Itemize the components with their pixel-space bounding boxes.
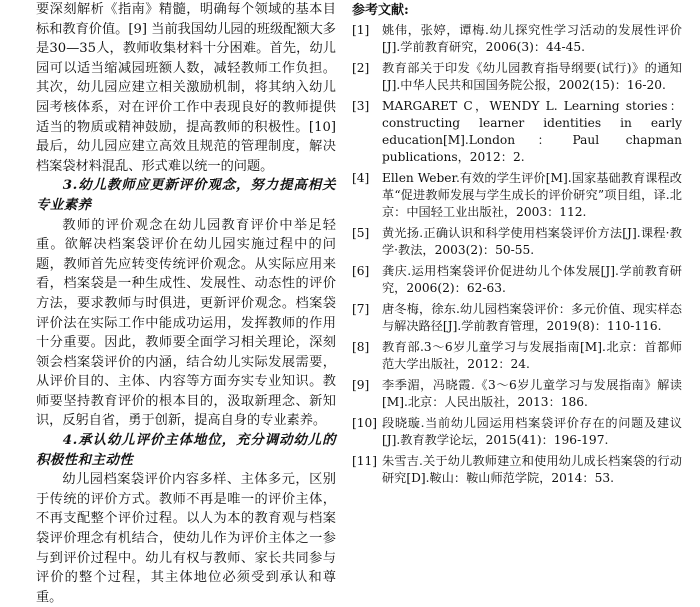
reference-text: 姚伟，张婷，谭梅.幼儿探究性学习活动的发展性评价[J].学前教育研究，2006(3)：44-45.	[382, 23, 682, 54]
reference-item	[352, 377, 682, 411]
reference-text: 龚庆.运用档案袋评价促进幼儿个体发展[J].学前教育研究，2006(2)：62-63.	[382, 264, 682, 295]
reference-item	[352, 301, 682, 335]
reference-text: 李季湄，冯晓霞.《3～6岁儿童学习与发展指南》解读[M].北京：人民出版社，2013：186.	[382, 378, 682, 409]
reference-number: [5]	[352, 226, 370, 240]
reference-text: 教育部关于印发《幼儿园教育指导纲要(试行)》的通知[J].中华人民共和国国务院公报，2002(15)：16-20.	[382, 61, 682, 92]
reference-number: [2]	[352, 61, 370, 75]
section-heading: 3.幼儿教师应更新评价观念，努力提高相关专业素养	[36, 177, 336, 213]
reference-item	[352, 339, 682, 373]
reference-number: [3]	[352, 99, 370, 113]
references-heading: 参考文献:	[352, 3, 409, 18]
references-column	[352, 2, 682, 491]
reference-item	[352, 22, 682, 56]
reference-text: MARGARET C，WENDY L. Learning stories：constructing learner identities in early education[M].London：Paul chapman publications，2012：2.	[382, 99, 682, 164]
reference-item	[352, 453, 682, 487]
reference-text: 段晓璇.当前幼儿园运用档案袋评价存在的问题及建议[J].教育教学论坛，2015(41)：196-197.	[382, 416, 682, 447]
paragraph: 要深刻解析《指南》精髓，明确每个领域的基本目标和教育价值。[9] 当前我国幼儿园的班级配额大多是30—35人，教师收集材料十分困难。首先，幼儿园可以适当缩减园班额人数，减轻教师工作负担。其次，幼儿园应建立相关激励机制，将其纳入幼儿园考核体系，对在评价工作中表现良好的教师提供适当的物质或精神鼓励，提高教师的积极性。[10] 最后，幼儿园应建立高效且规范的管理制度，解决档案袋材料混乱、形式难以统一的问题。	[36, 2, 336, 174]
reference-text: 唐冬梅，徐东.幼儿园档案袋评价：多元价值、现实样态与解决路径[J].学前教育管理，2019(8)：110-116.	[382, 302, 682, 333]
reference-text: 教育部.3～6岁儿童学习与发展指南[M].北京：首都师范大学出版社，2012：24.	[382, 340, 682, 371]
reference-number: [7]	[352, 302, 370, 316]
reference-item	[352, 170, 682, 221]
body-text-column	[36, 0, 336, 607]
paragraph: 幼儿园档案袋评价内容多样、主体多元，区别于传统的评价方式。教师不再是唯一的评价主体，不再支配整个评价过程。以人为本的教育观与档案袋评价理念有机结合，使幼儿作为评价主体之一参与到评价过程中。幼儿有权与教师、家长共同参与评价的整个过程，其主体地位必须受到承认和尊重。	[36, 472, 336, 605]
reference-item	[352, 415, 682, 449]
reference-number: [4]	[352, 171, 370, 185]
reference-number: [9]	[352, 378, 370, 392]
reference-number: [10]	[352, 416, 378, 430]
reference-item	[352, 98, 682, 166]
reference-number: [1]	[352, 23, 370, 37]
reference-item	[352, 225, 682, 259]
section-heading: 4.承认幼儿评价主体地位，充分调动幼儿的积极性和主动性	[36, 432, 336, 468]
reference-number: [8]	[352, 340, 370, 354]
reference-item	[352, 263, 682, 297]
reference-text: 朱雪吉.关于幼儿教师建立和使用幼儿成长档案袋的行动研究[D].鞍山：鞍山师范学院，2014：53.	[382, 454, 682, 485]
reference-number: [11]	[352, 454, 378, 468]
reference-number: [6]	[352, 264, 370, 278]
reference-item	[352, 60, 682, 94]
paragraph: 教师的评价观念在幼儿园教育评价中举足轻重。欲解决档案袋评价在幼儿园实施过程中的问题，教师首先应转变传统评价观念。从实际应用来看，档案袋是一种生成性、发展性、动态性的评价方法，要求教师与时俱进，更新评价观念。档案袋评价法在实际工作中能成功运用，发挥教师的作用十分重要。因此，教师要全面学习相关理论，深刻领会档案袋评价的内涵，结合幼儿实际发展需要，从评价目的、主体、内容等方面夯实专业知识。教师要坚持教育评价的根本目的，汲取新理念、新知识，反躬自省，勇于创新，提高自身的专业素养。	[36, 217, 336, 429]
reference-text: Ellen Weber.有效的学生评价[M].国家基础教育课程改革“促进教师发展与学生成长的评价研究”项目组，译.北京：中国轻工业出版社，2003：112.	[382, 171, 682, 219]
reference-text: 黄光扬.正确认识和科学使用档案袋评价方法[J].课程·教学·教法，2003(2)：50-55.	[382, 226, 682, 257]
